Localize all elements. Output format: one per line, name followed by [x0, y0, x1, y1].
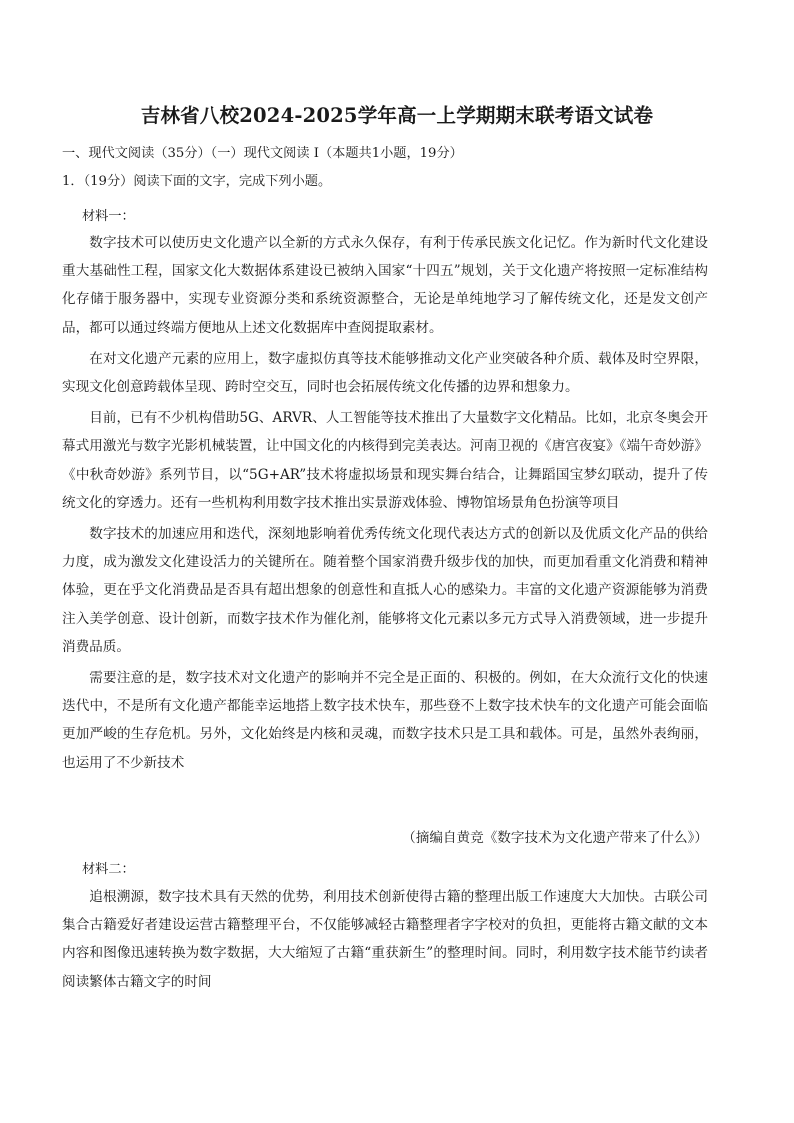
- paragraph: 目前，已有不少机构借助5G、ARVR、人工智能等技术推出了大量数字文化精品。比如，北京冬奥会开幕式用激光与数字光影机械装置，让中国文化的内核得到完美表达。河南卫视的《唐宫夜宴》《端午奇妙游》《中秋奇妙游》系列节目，以“5G+AR”技术将虚拟场景和现实舞台结合，让舞蹈国宝梦幻联动，提升了传统文化的穿透力。还有一些机构利用数字技术推出实景游戏体验、博物馆场景角色扮演等项目: [62, 410, 708, 511]
- paragraph: 在对文化遗产元素的应用上，数字虚拟仿真等技术能够推动文化产业突破各种介质、载体及时空界限，实现文化创意跨载体呈现、跨时空交互，同时也会拓展传统文化传播的边界和想象力。: [62, 350, 708, 396]
- exam-title: 吉林省八校2024-2025学年高一上学期期末联考语文试卷: [140, 104, 654, 127]
- paragraph: 数字技术可以使历史文化遗产以全新的方式永久保存，有利于传承民族文化记忆。作为新时代文化建设重大基础性工程，国家文化大数据体系建设已被纳入国家“十四五”规划，关于文化遗产将按照一定标准结构化存储于服务器中，实现专业资源分类和系统资源整合，无论是单纯地学习了解传统文化，还是发文创产品，都可以通过终端方便地从上述文化数据库中查阅提取素材。: [62, 235, 708, 336]
- material-two-body: [62, 883, 708, 999]
- paragraph: 需要注意的是，数字技术对文化遗产的影响并不完全是正面的、积极的。例如，在大众流行文化的快速迭代中，不是所有文化遗产都能幸运地搭上数字技术快车，那些登不上数字技术快车的文化遗产可能会面临更加严峻的生存危机。另外，文化始终是内核和灵魂，而数字技术只是工具和载体。可是，虽然外表绚丽，也运用了不少新技术: [62, 670, 708, 771]
- material-two-label: 材料二：: [82, 862, 135, 877]
- material-one-label: 材料一：: [82, 209, 135, 224]
- paragraph: 数字技术的加速应用和迭代，深刻地影响着优秀传统文化现代表达方式的创新以及优质文化产品的供给力度，成为激发文化建设活力的关键所在。随着整个国家消费升级步伐的加快，而更加看重文化消费和精神体验，更在乎文化消费品是否具有超出想象的创意性和直抵人心的感染力。丰富的文化遗产资源能够为消费注入美学创意、设计创新，而数字技术作为催化剂，能够将文化元素以多元方式导入消费领域，进一步提升消费品质。: [62, 526, 708, 655]
- section-heading: 一、现代文阅读（35分）（一）现代文阅读 I（本题共1小题，19分）: [62, 146, 463, 161]
- material-one-source: （摘编自黄竞《数字技术为文化遗产带来了什么》）: [402, 830, 708, 846]
- material-one-body: [62, 229, 708, 780]
- question-prompt: 1．（19分）阅读下面的文字，完成下列小题。: [62, 174, 332, 189]
- paragraph: 追根溯源，数字技术具有天然的优势，利用技术创新使得古籍的整理出版工作速度大大加快。古联公司集合古籍爱好者建设运营古籍整理平台，不仅能够减轻古籍整理者字字校对的负担，更能将古籍文献的文本内容和图像迅速转换为数字数据，大大缩短了古籍“重获新生”的整理时间。同时，利用数字技术能节约读者阅读繁体古籍文字的时间: [62, 889, 708, 990]
